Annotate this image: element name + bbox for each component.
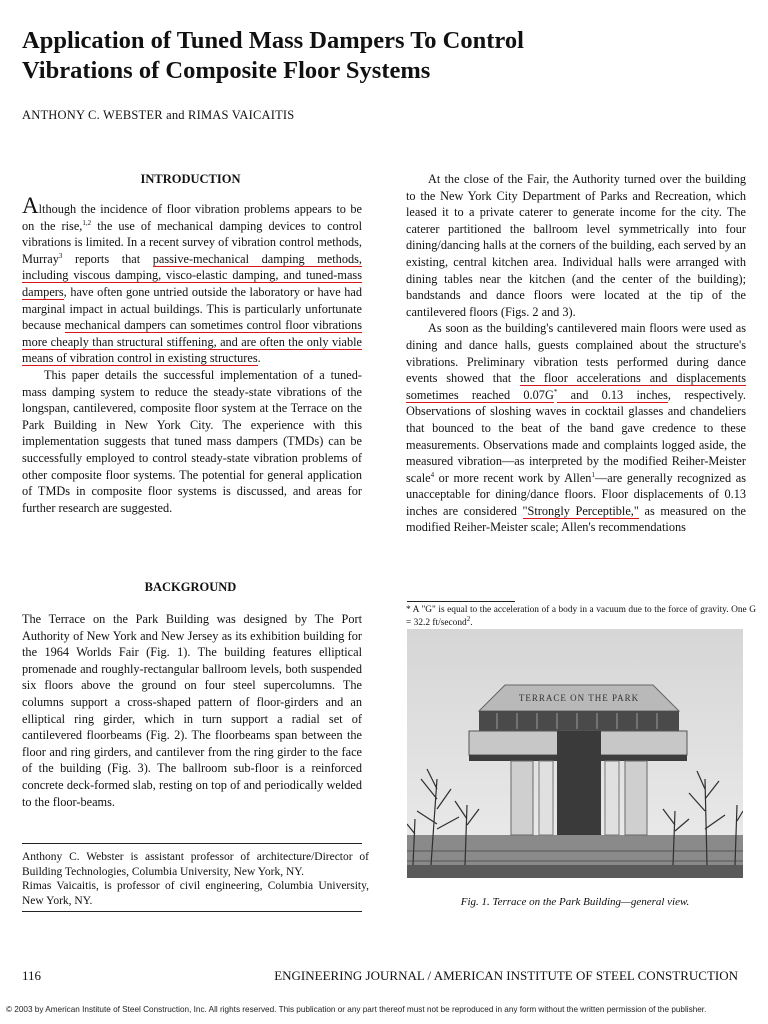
figure-1-photo (407, 629, 743, 878)
intro-paragraph-2: This paper details the successful implementation of a tuned-mass damping system to reduce the steady-state vibrations of the longspan, cantilevered, composite floor system at the Terrace on the Park Building in New York City. The experience with this implementation suggests that tuned mass dampers (TMDs) can be successfully employed to control steady-state vibration problems of other composite floor systems. The potential for general application of TMDs in composite floor systems is discussed, and areas for further research are suggested. (22, 367, 362, 515)
highlight-underline-damping-methods: passive-mechanical damping methods, including viscous damping, visco-elastic damping, and tuned-mass dampers (22, 251, 362, 299)
introduction-heading: INTRODUCTION (140, 172, 241, 186)
highlight-underline-strongly-perceptible: "Strongly Perceptible," (522, 503, 639, 518)
background-paragraph-1: The Terrace on the Park Building was designed by The Port Authority of New York and New Jersey as its exhibition building for the 1964 Worlds Fair (Fig. 1). The building features elliptical promenade and roughly-rectangular ballroom levels, both suspended six floors above the ground on four steel supercolumns. The columns support a cross-shaped pattern of floor-girders and an elliptical ring girder, which in turn support a radial set of cantilevered floorbeams (Fig. 2). The floorbeams span between the floor and ring girders, and cantilever from the ring girder to the face of the building (Fig. 3). The ballroom sub-floor is a reinforced concrete deck-formed slab, resting on top of and periodically welded to the floor-beams. (22, 612, 362, 809)
footnote: * A "G" is equal to the acceleration of a body in a vacuum due to the force of gravity. One G = 32.2 ft/second$^2$. (406, 605, 756, 628)
supercolumn-right (625, 761, 647, 835)
background-body (22, 611, 362, 810)
journal-name: ENGINEERING JOURNAL / AMERICAN INSTITUTE OF STEEL CONSTRUCTION (274, 968, 738, 983)
affiliation-webster: Anthony C. Webster is assistant professor of architecture/Director of Building Technologies, Columbia University, New York, NY. (22, 851, 369, 878)
footnote-divider (407, 601, 515, 602)
affiliations (22, 850, 369, 908)
right-column-body (406, 171, 746, 536)
supercolumn-left (511, 761, 533, 835)
highlight-underline-mechanical-dampers: mechanical dampers can sometimes control floor vibrations more cheaply than structural stiffening, and are often the only viable means of vibration control in existing structures (22, 318, 362, 366)
introduction-body (22, 193, 362, 516)
paper-title (22, 26, 722, 86)
highlight-underline-displacement: and 0.13 inches (557, 387, 668, 402)
affiliation-divider-bottom (22, 911, 362, 912)
title-line-1: Application of Tuned Mass Dampers To Control (22, 27, 524, 54)
highlight-underline-accelerations: the floor accelerations and displacements sometimes reached 0.07G (406, 371, 746, 402)
intro-paragraph-1: Although the incidence of floor vibration problems appears to be on the rise,$^{1,2}$ the use of mechanical damping devices to control vibrations is limited. In a recent survey of vibration control methods, Murray$^3$ reports that passive-mechanical damping methods, including viscous damping, visco-elastic damping, and tuned-mass dampers, have often gone untried outside the laboratory or have had marginal impact in actual buildings. This is particularly unfortunate because mechanical dampers can sometimes control floor vibrations more cheaply than structural stiffening, and are often the only viable means of vibration control in existing structures. (22, 193, 362, 366)
drop-cap: A (22, 193, 39, 218)
upper-level-band (479, 711, 679, 731)
background-heading: BACKGROUND (144, 580, 237, 594)
copyright-notice: © 2003 by American Institute of Steel Construction, Inc. All rights reserved. This publication or any part thereof must not be reproduced in any form without the written permission of the publisher. (6, 1005, 707, 1014)
right-paragraph-1: At the close of the Fair, the Authority turned over the building to the New York City Department of Parks and Recreation, which leased it to a private caterer to generate income for the city. The caterer partitioned the ballroom level symmetrically into four dining/dancing halls at the corners of the building, each served by an existing, central kitchen area. Individual halls were arranged with dining tables near the kitchen (and the center of the building); bandstands and dance floors were located at the tip of the cantilevered floors (Figs. 2 and 3). (406, 172, 746, 319)
page-number: 116 (22, 968, 42, 983)
authors: ANTHONY C. WEBSTER and RIMAS VAICAITIS (22, 108, 295, 122)
central-core (557, 731, 601, 835)
affiliation-divider-top (22, 843, 362, 844)
building-sign: TERRACE ON THE PARK (518, 693, 640, 703)
right-paragraph-2: As soon as the building's cantilevered main floors were used as dining and dance halls, guests complained about the structure's vibrations. Preliminary vibration tests performed during dance events showed that the floor accelerations and displacements sometimes reached 0.07G* and 0.13 inches, respectively. Observations of sloshing waves in cocktail glasses and chandeliers that bounced to the beat of the band gave credence to these measurements. Observations made and complaints logged aside, the measured vibration—as interpreted by the modified Reiher-Meister scale$^4$ or more recent work by Allen$^1$—are generally recognized as unacceptable for dining/dance floors. Floor displacements of 0.13 inches are considered "Strongly Perceptible," as measured on the modified Reiher-Meister scale; Allen's recommendations (406, 321, 746, 535)
figure-1-caption: Fig. 1. Terrace on the Park Building—general view. (460, 896, 690, 908)
affiliation-vaicaitis: Rimas Vaicaitis, is professor of civil engineering, Columbia University, New York, NY. (22, 880, 369, 907)
title-line-2: Vibrations of Composite Floor Systems (22, 57, 431, 84)
